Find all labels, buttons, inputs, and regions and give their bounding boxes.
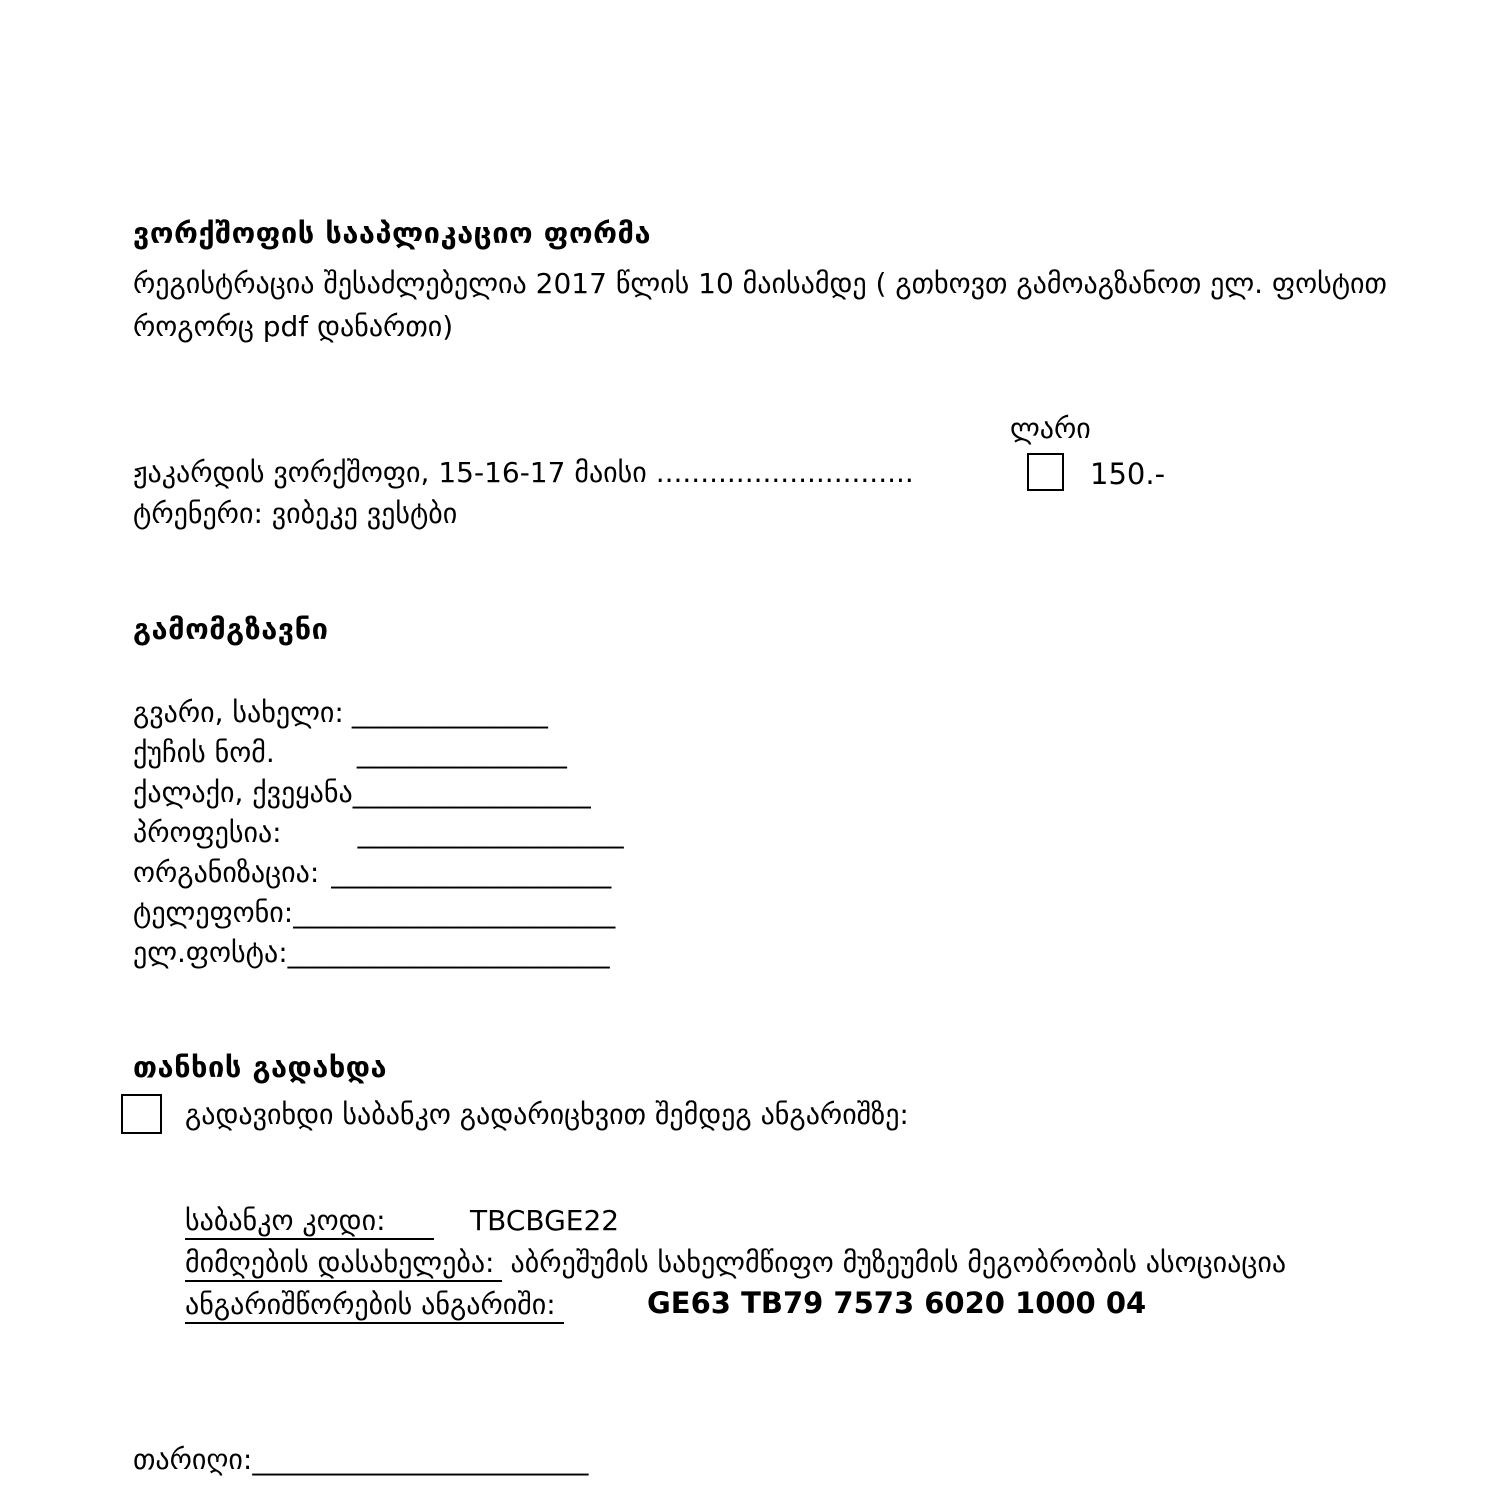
field-row-email: [133, 936, 624, 976]
workshop-price-checkbox[interactable]: [1027, 453, 1064, 491]
workshop-title-row: ჟაკარდის ვორქშოფი, 15-16-17 მაისი .............................: [133, 456, 914, 489]
field-row-city-country: [133, 776, 624, 816]
bank-transfer-checkbox[interactable]: [121, 1094, 162, 1134]
bank-recipient-value: აბრეშუმის სახელმწიფო მუზეუმის მეგობრობის ასოციაცია: [510, 1246, 1287, 1279]
bank-recipient-row: [185, 1246, 1286, 1288]
field-row-profession: [133, 816, 624, 856]
field-label-email: ელ.ფოსტა:: [133, 936, 288, 969]
field-blank-street: _______________: [356, 736, 567, 769]
field-label-city-country: ქალაქი, ქვეყანა: [133, 776, 353, 809]
field-label-profession: პროფესია:: [133, 816, 282, 849]
currency-label: ლარი: [1010, 412, 1091, 445]
date-blank: ________________________: [252, 1443, 589, 1476]
bank-transfer-text: გადავიხდი საბანკო გადარიცხვით შემდეგ ანგარიშზე:: [185, 1098, 909, 1131]
field-label-street: ქუჩის ნომ.: [133, 736, 275, 769]
date-row: [133, 1443, 588, 1476]
registration-note-line2: როგორც pdf დანართი): [133, 310, 454, 343]
bank-account-value: GE63 TB79 7573 6020 1000 04: [647, 1286, 1147, 1320]
field-label-name: გვარი, სახელი:: [133, 696, 344, 729]
bank-code-label: საბანკო კოდი:: [185, 1204, 434, 1240]
field-row-organization: [133, 856, 624, 896]
page-title: ვორქშოფის სააპლიკაციო ფორმა: [133, 216, 652, 250]
field-blank-organization: ____________________: [331, 856, 612, 889]
date-label: თარიღი:: [133, 1443, 253, 1476]
field-blank-profession: ___________________: [357, 816, 624, 849]
registration-note-line1: რეგისტრაცია შესაძლებელია 2017 წლის 10 მაისამდე ( გთხოვთ გამოაგზანოთ ელ. ფოსტით: [133, 267, 1387, 300]
field-blank-name: ______________: [351, 696, 548, 729]
registration-note: [133, 262, 1387, 348]
bank-recipient-label: მიმღების დასახელება:: [185, 1246, 502, 1282]
payment-section-heading: თანხის გადახდა: [133, 1050, 388, 1084]
bank-code-value: TBCBGE22: [470, 1204, 620, 1237]
workshop-price: 150.-: [1090, 457, 1166, 491]
bank-code-row: [185, 1204, 1286, 1246]
field-blank-email: _______________________: [287, 936, 610, 969]
field-row-street: [133, 736, 624, 776]
sender-fields: [133, 696, 624, 976]
field-row-phone: [133, 896, 624, 936]
trainer-line: ტრენერი: ვიბეკე ვესტბი: [133, 497, 458, 530]
field-blank-city-country: _________________: [352, 776, 591, 809]
sender-section-heading: გამომგზავნი: [133, 612, 329, 646]
field-label-phone: ტელეფონი:: [133, 896, 294, 929]
bank-account-label: ანგარიშწორების ანგარიში:: [185, 1288, 564, 1324]
bank-details: [185, 1204, 1286, 1330]
field-blank-phone: _______________________: [293, 896, 616, 929]
bank-account-row: [185, 1288, 1286, 1330]
field-row-name: [133, 696, 624, 736]
field-label-organization: ორგანიზაცია:: [133, 856, 320, 889]
